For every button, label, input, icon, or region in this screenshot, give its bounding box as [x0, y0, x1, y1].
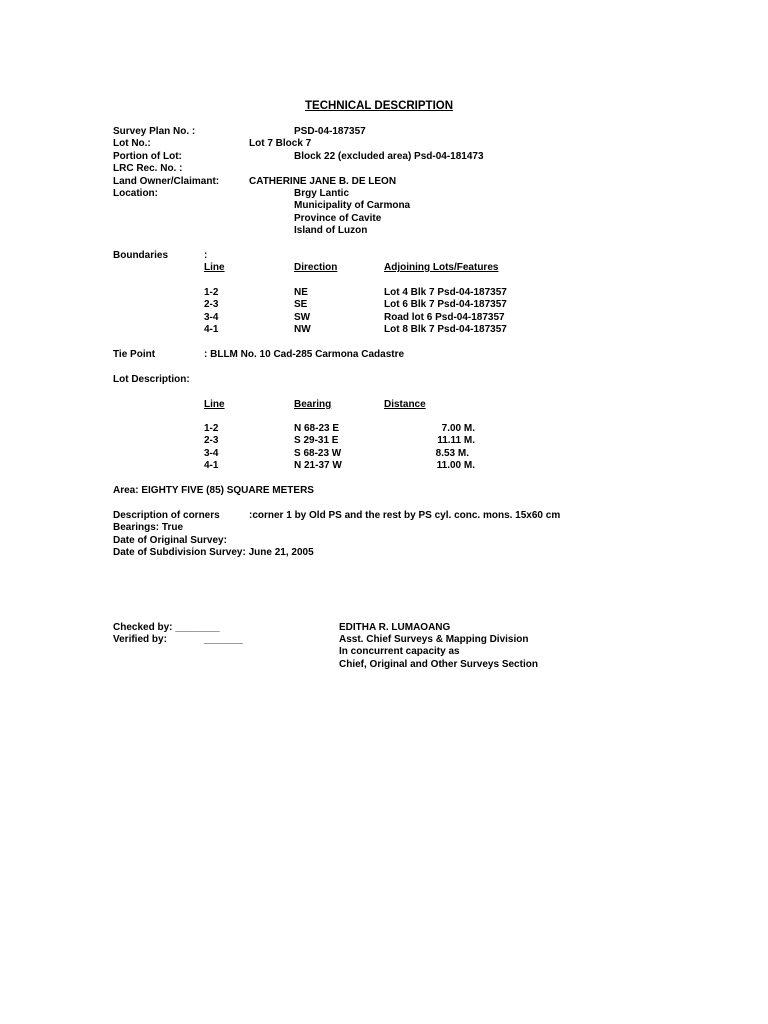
survey-plan-value: PSD-04-187357: [294, 126, 366, 137]
boundary-direction: NE: [294, 287, 308, 298]
lot-bearing: N 68-23 E: [294, 423, 340, 434]
lot-bearing: N 21-37 W: [294, 460, 342, 471]
document-title: TECHNICAL DESCRIPTION: [305, 100, 454, 112]
boundaries-header-line: Line: [204, 262, 225, 273]
lot-line: 2-3: [204, 435, 219, 446]
lot-bearing: S 29-31 E: [294, 435, 339, 446]
lot-distance: 8.53 M.: [435, 448, 469, 459]
portion-label: Portion of Lot:: [113, 151, 182, 162]
lot-line: 3-4: [204, 448, 219, 459]
boundary-line: 1-2: [204, 287, 219, 298]
survey-plan-label: Survey Plan No. :: [113, 126, 196, 137]
boundary-direction: SE: [294, 299, 308, 310]
boundaries-header-adjoining: Adjoining Lots/Features: [384, 262, 499, 273]
verified-by-blank: _______: [204, 634, 243, 645]
portion-value: Block 22 (excluded area) Psd-04-181473: [294, 151, 484, 162]
location-line: Municipality of Carmona: [294, 200, 411, 211]
subdivision-survey-date: Date of Subdivision Survey: June 21, 2005: [113, 547, 314, 558]
lot-no-label: Lot No.:: [113, 138, 151, 149]
signatory-title: In concurrent capacity as: [339, 646, 460, 657]
boundary-line: 4-1: [204, 324, 219, 335]
owner-value: CATHERINE JANE B. DE LEON: [249, 176, 397, 187]
lot-description-label: Lot Description:: [113, 374, 190, 385]
original-survey-date: Date of Original Survey:: [113, 535, 227, 546]
lot-distance: 7.00 M.: [441, 423, 475, 434]
lot-header-bearing: Bearing: [294, 399, 332, 410]
boundary-direction: NW: [294, 324, 311, 335]
bearings-statement: Bearings: True: [113, 522, 184, 533]
location-line: Island of Luzon: [294, 225, 368, 236]
boundaries-header-direction: Direction: [294, 262, 338, 273]
corners-value: :corner 1 by Old PS and the rest by PS cyl. conc. mons. 15x60 cm: [249, 510, 561, 521]
lot-bearing: S 68-23 W: [294, 448, 342, 459]
boundary-line: 2-3: [204, 299, 219, 310]
lot-distance: 11.11 M.: [437, 435, 475, 446]
location-line: Brgy Lantic: [294, 188, 350, 199]
lot-no-value: Lot 7 Block 7: [249, 138, 312, 149]
boundaries-colon: :: [204, 250, 208, 261]
owner-label: Land Owner/Claimant:: [113, 176, 220, 187]
verified-by-label: Verified by:: [113, 634, 167, 645]
lot-header-line: Line: [204, 399, 225, 410]
boundary-adjoining: Lot 8 Blk 7 Psd-04-187357: [384, 324, 507, 335]
signatory-name: EDITHA R. LUMAOANG: [339, 622, 451, 633]
lot-line: 4-1: [204, 460, 219, 471]
boundaries-label: Boundaries: [113, 250, 169, 261]
boundary-adjoining: Road lot 6 Psd-04-187357: [384, 312, 505, 323]
boundary-direction: SW: [294, 312, 311, 323]
checked-by: Checked by: ________: [113, 622, 220, 633]
area-statement: Area: EIGHTY FIVE (85) SQUARE METERS: [113, 485, 314, 496]
location-line: Province of Cavite: [294, 213, 382, 224]
location-label: Location:: [113, 188, 158, 199]
corners-label: Description of corners: [113, 510, 220, 521]
signatory-title: Asst. Chief Surveys & Mapping Division: [339, 634, 529, 645]
tie-point-label: Tie Point: [113, 349, 156, 360]
lot-line: 1-2: [204, 423, 219, 434]
lrc-rec-label: LRC Rec. No. :: [113, 163, 183, 174]
signatory-title: Chief, Original and Other Surveys Section: [339, 659, 538, 670]
boundary-adjoining: Lot 6 Blk 7 Psd-04-187357: [384, 299, 507, 310]
tie-point-value: : BLLM No. 10 Cad-285 Carmona Cadastre: [204, 349, 405, 360]
lot-distance: 11.00 M.: [436, 460, 475, 471]
boundary-adjoining: Lot 4 Blk 7 Psd-04-187357: [384, 287, 507, 298]
lot-header-distance: Distance: [384, 399, 426, 410]
boundary-line: 3-4: [204, 312, 219, 323]
